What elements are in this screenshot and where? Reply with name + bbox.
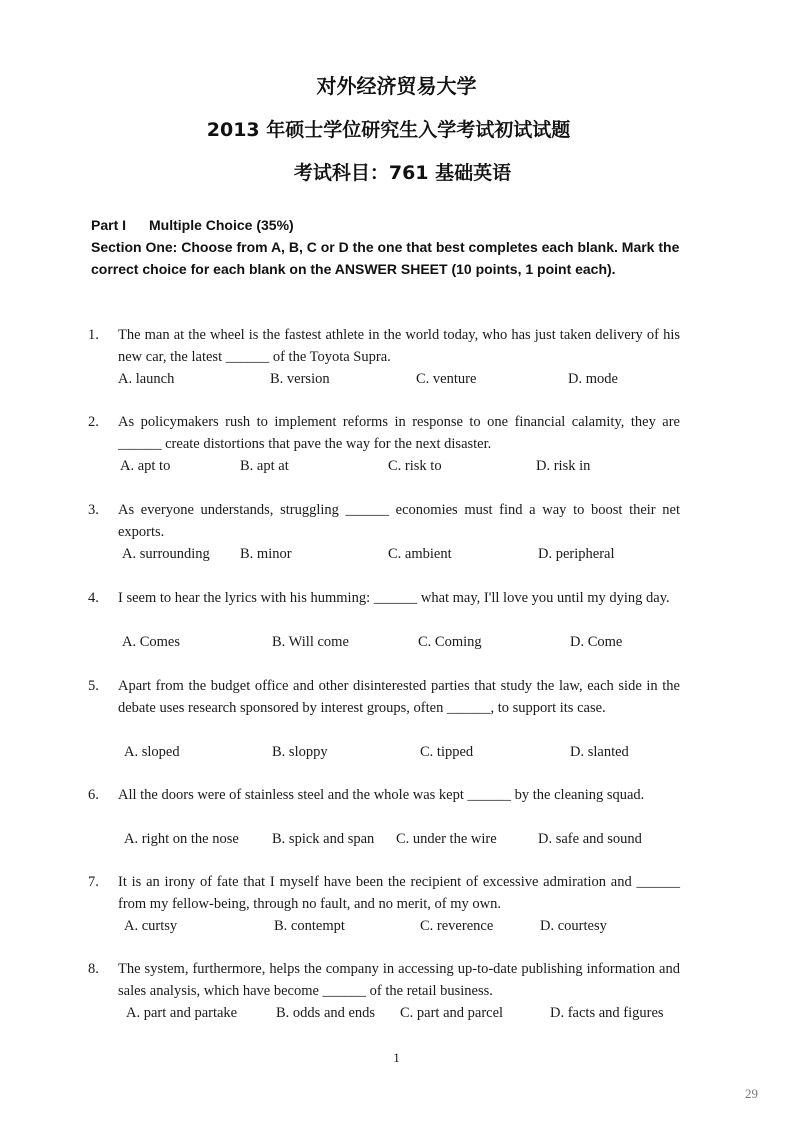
corner-page-number: 29	[745, 1086, 758, 1101]
option-a: A. right on the nose	[124, 831, 239, 847]
question-options	[118, 1002, 688, 1024]
option-b: B. spick and span	[272, 831, 375, 847]
question-stem: It is an irony of fate that I myself have been the recipient of excessive admiration and ______ from my fellow-being, through no fault, and no merit, of my own.	[118, 874, 680, 912]
question-stem: As everyone understands, struggling ______ economies must find a way to boost their net exports.	[118, 502, 680, 540]
option-d: D. mode	[568, 371, 618, 387]
question-stem: All the doors were of stainless steel and the whole was kept ______ by the cleaning squad.	[118, 787, 645, 803]
option-d: D. slanted	[570, 744, 629, 760]
option-b: B. odds and ends	[276, 1005, 376, 1021]
exam-title: 2013 年硕士学位研究生入学考试初试试题	[206, 119, 571, 141]
option-a: A. apt to	[120, 458, 171, 474]
option-c: C. venture	[416, 371, 477, 387]
question-number: 6.	[88, 787, 99, 803]
question-number: 4.	[88, 590, 99, 606]
question-stem: The man at the wheel is the fastest athlete in the world today, who has just taken delivery of his new car, the latest ______ of the Toyota Supra.	[118, 327, 680, 365]
option-b: B. version	[270, 371, 330, 387]
university-title: 对外经济贸易大学	[316, 74, 477, 98]
question-options	[118, 368, 688, 390]
question-number: 1.	[88, 327, 99, 343]
option-c: C. reverence	[420, 918, 494, 934]
question-number: 5.	[88, 678, 99, 694]
option-d: D. facts and figures	[550, 1005, 664, 1021]
question-options	[118, 741, 688, 763]
question-stem: As policymakers rush to implement reforms in response to one financial calamity, they are ______ create distortions that pave the way for the next disaster.	[118, 414, 680, 452]
part-label: Part I	[91, 217, 127, 233]
option-c: C. Coming	[418, 634, 482, 650]
option-b: B. contempt	[274, 918, 345, 934]
option-a: A. curtsy	[124, 918, 178, 934]
option-a: A. sloped	[124, 744, 180, 760]
part-heading	[91, 214, 691, 236]
option-c: C. risk to	[388, 458, 442, 474]
option-a: A. part and partake	[126, 1005, 238, 1021]
option-c: C. ambient	[388, 546, 452, 562]
option-a: A. Comes	[122, 634, 180, 650]
question-options	[118, 631, 688, 653]
question-options	[118, 543, 688, 565]
question-stem: Apart from the budget office and other disinterested parties that study the law, each side in the debate uses research sponsored by interest groups, often ______, to support its case.	[118, 678, 680, 716]
question-number: 3.	[88, 502, 99, 518]
question-number: 8.	[88, 961, 99, 977]
option-c: C. part and parcel	[400, 1005, 504, 1021]
question-number: 2.	[88, 414, 99, 430]
question-stem: The system, furthermore, helps the company in accessing up-to-date publishing information and sales analysis, which have become ______ of the retail business.	[118, 961, 680, 999]
option-b: B. apt at	[240, 458, 289, 474]
option-a: A. surrounding	[122, 546, 210, 562]
question-options	[118, 828, 688, 850]
option-c: C. under the wire	[396, 831, 497, 847]
question-stem: I seem to hear the lyrics with his humming: ______ what may, I'll love you until my dying day.	[118, 590, 670, 606]
option-d: D. Come	[570, 634, 623, 650]
question-options	[118, 455, 688, 477]
question-number: 7.	[88, 874, 99, 890]
option-d: D. risk in	[536, 458, 591, 474]
option-b: B. sloppy	[272, 744, 328, 760]
page-number: 1	[393, 1050, 400, 1065]
option-b: B. minor	[240, 546, 292, 562]
option-d: D. peripheral	[538, 546, 615, 562]
option-c: C. tipped	[420, 744, 474, 760]
exam-subject: 考试科目：761 基础英语	[293, 162, 512, 184]
option-b: B. Will come	[272, 634, 349, 650]
part-title: Multiple Choice (35%)	[149, 217, 294, 233]
option-d: D. safe and sound	[538, 831, 642, 847]
section-instructions: Section One: Choose from A, B, C or D the one that best completes each blank. Mark the correct choice for each blank on the ANSWER SHEET (10 points, 1 point each).	[91, 239, 680, 277]
question-options	[118, 915, 688, 937]
option-d: D. courtesy	[540, 918, 607, 934]
option-a: A. launch	[118, 371, 175, 387]
